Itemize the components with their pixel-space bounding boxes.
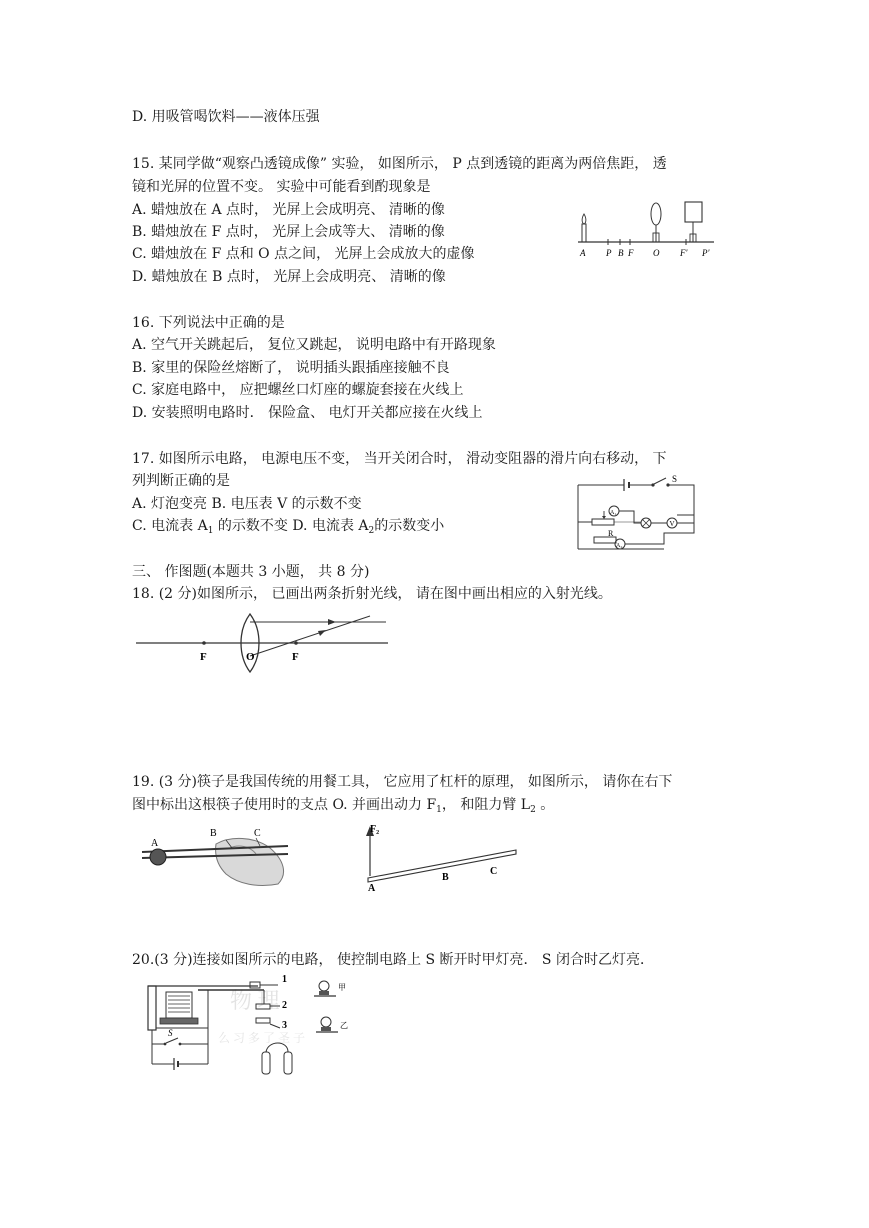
svg-text:物 理: 物 理 (230, 988, 280, 1013)
q18-text: 18. (2 分)如图所示， 已画出两条折射光线， 请在图中画出相应的入射光线。 (132, 586, 612, 602)
q17-label-a2: A₂ (616, 543, 623, 549)
q19-left-label-a: A (151, 838, 159, 849)
q19-chopsticks-photo (138, 826, 298, 888)
q19-right-label-a: A (368, 883, 376, 892)
q15-option-d: D. 蜡烛放在 B 点时， 光屏上会成明亮、 清晰的像 (132, 269, 446, 285)
q16-stem: 16. 下列说法中正确的是 (132, 315, 285, 331)
q17-option-ab: A. 灯泡变亮 B. 电压表 V 的示数不变 (132, 496, 362, 512)
q15-label-p-prime: P' (702, 248, 710, 258)
q15-lens-figure (574, 198, 724, 262)
q15-label-p: P (606, 248, 612, 258)
q15-label-f: F (628, 248, 634, 258)
q17-label-a1: A₁ (610, 510, 617, 516)
q17-circuit-figure (574, 473, 714, 551)
q20-text: 20.(3 分)连接如图所示的电路， 使控制电路上 S 断开时甲灯亮． S 闭合时乙灯亮． (132, 952, 654, 968)
q20-label-jia: 甲 (338, 983, 346, 992)
q19-lever-diagram (356, 818, 526, 892)
q20-relay-circuit-figure (138, 972, 360, 1080)
q16-option-c: C. 家庭电路中， 应把螺丝口灯座的螺旋套接在火线上 (132, 382, 464, 398)
q20-label-3: 3 (282, 1020, 287, 1031)
q15-label-f-prime: F' (680, 248, 688, 258)
q17-option-cd: C. 电流表 $A_1$ 的示数不变 D. 电流表 $A_2$的示数变小 (132, 518, 445, 536)
q17-stem-line1: 17. 如图所示电路， 电源电压不变， 当开关闭合时， 滑动变阻器的滑片向右移动， 下 (132, 451, 667, 467)
q17-label-s: S (672, 474, 678, 484)
q20-label-1: 1 (282, 974, 287, 985)
q20-label-yi: 乙 (340, 1021, 348, 1030)
q18-label-f-left: F (200, 651, 207, 663)
q18-label-o: O (246, 651, 255, 663)
q19-right-label-c: C (490, 866, 498, 877)
q14-option-d: D. 用吸管喝饮料——液体压强 (132, 109, 320, 125)
q15-option-a: A. 蜡烛放在 A 点时， 光屏上会成明亮、 清晰的像 (132, 202, 445, 218)
q17-stem-line2: 列判断正确的是 (132, 473, 230, 489)
q16-option-d: D. 安装照明电路时． 保险盒、 电灯开关都应接在火线上 (132, 405, 483, 421)
q18-label-f-right: F (292, 651, 299, 663)
q19-text-line1: 19. (3 分)筷子是我国传统的用餐工具， 它应用了杠杆的原理， 如图所示， 请你在右下 (132, 774, 673, 790)
q15-label-a: A (580, 248, 586, 258)
q20-label-2: 2 (282, 1000, 287, 1011)
q15-label-b: B (618, 248, 624, 258)
q19-left-label-c: C (254, 828, 261, 839)
q15-option-c: C. 蜡烛放在 F 点和 O 点之间， 光屏上会成放大的虚像 (132, 246, 475, 262)
q19-right-label-f2: F₂ (370, 824, 380, 835)
q19-right-label-b: B (442, 872, 449, 883)
q16-option-a: A. 空气开关跳起后， 复位又跳起， 说明电路中有开路现象 (132, 337, 496, 353)
svg-text:么 习 多 了 圣 子: 么 习 多 了 圣 子 (218, 1031, 306, 1045)
section3-title: 三、 作图题(本题共 3 小题， 共 8 分) (132, 564, 370, 580)
q15-option-b: B. 蜡烛放在 F 点时， 光屏上会成等大、 清晰的像 (132, 224, 445, 240)
q15-label-o: O (653, 248, 660, 258)
q17-label-v: V (669, 520, 675, 528)
q19-text-line2: 图中标出这根筷子使用时的支点 O. 并画出动力 $F_1$， 和阻力臂 $L_2$ 。 (132, 797, 555, 815)
q19-left-label-b: B (210, 828, 217, 839)
q15-stem-line2: 镜和光屏的位置不变。 实验中可能看到酌现象是 (132, 179, 431, 195)
q20-label-s: S (168, 1028, 173, 1038)
q15-stem-line1: 15. 某同学做“观察凸透镜成像” 实验， 如图所示， P 点到透镜的距离为两倍焦距， 透 (132, 156, 667, 172)
q17-label-r: R (608, 529, 614, 538)
q18-lens-figure (132, 612, 392, 674)
q16-option-b: B. 家里的保险丝熔断了， 说明插头跟插座接触不良 (132, 360, 450, 376)
